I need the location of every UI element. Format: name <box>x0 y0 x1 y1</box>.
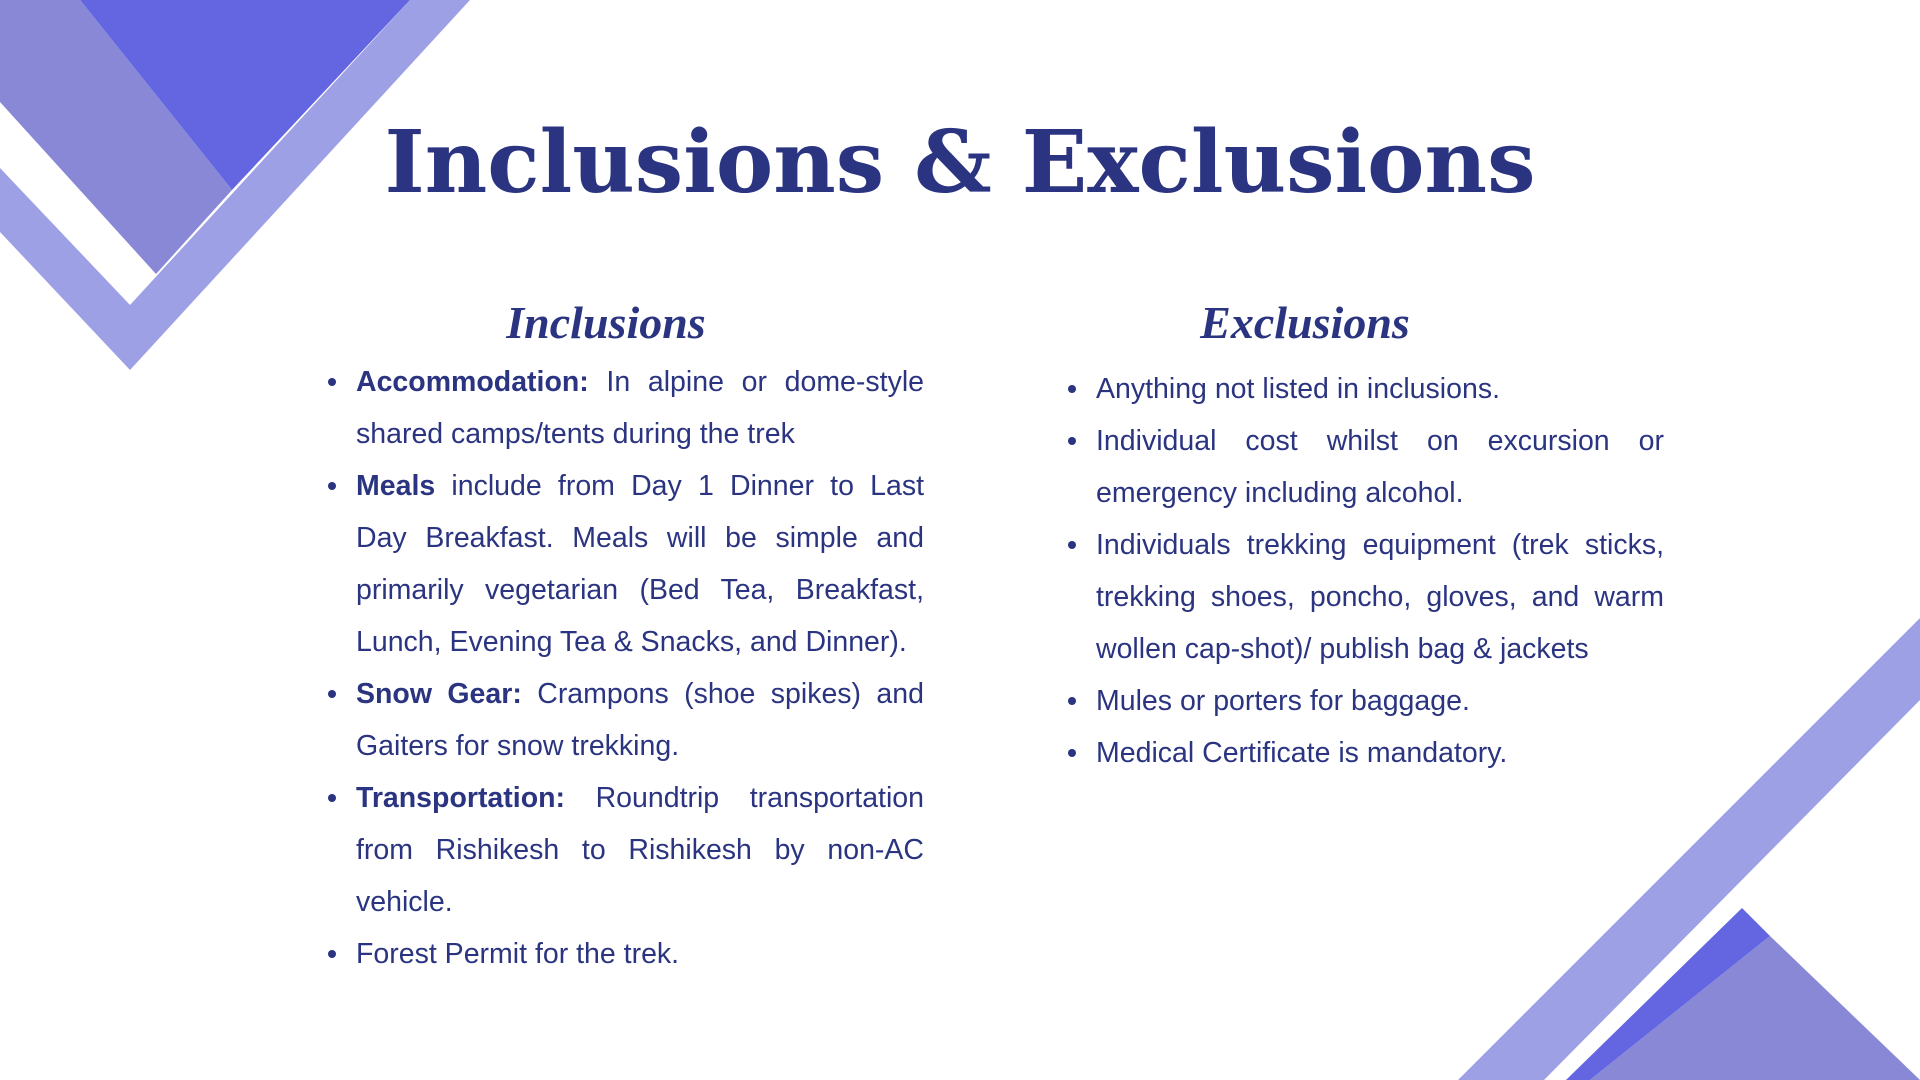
inclusion-item <box>330 460 924 668</box>
inclusion-text: Crampons (shoe spikes) and Gaiters for snow trekking. <box>356 678 924 762</box>
inclusion-label: Accommodation: <box>356 366 589 398</box>
exclusions-heading: Exclusions <box>1200 297 1410 348</box>
inclusion-text: Forest Permit for the trek. <box>356 938 680 970</box>
exclusion-item: Mules or porters for baggage. <box>1070 675 1664 727</box>
exclusions-list <box>1070 363 1664 779</box>
inclusion-label: Meals <box>356 470 436 502</box>
inclusion-text: Roundtrip transportation from Rishikesh to Rishikesh by non-AC vehicle. <box>356 782 924 918</box>
inclusion-item <box>330 356 924 460</box>
inclusion-item <box>330 928 924 980</box>
inclusion-item <box>330 668 924 772</box>
exclusion-item: Medical Certificate is mandatory. <box>1070 727 1664 779</box>
inclusion-text: include from Day 1 Dinner to Last Day Breakfast. Meals will be simple and primarily vegetarian (Bed Tea, Breakfast, Lunch, Evening Tea & Snacks, and Dinner). <box>356 470 924 658</box>
inclusion-item <box>330 772 924 928</box>
exclusion-item: Anything not listed in inclusions. <box>1070 363 1664 415</box>
inclusion-label: Snow Gear: <box>356 678 522 710</box>
inclusion-label: Transportation: <box>356 782 566 814</box>
exclusion-item: Individual cost whilst on excursion or emergency including alcohol. <box>1070 415 1664 519</box>
exclusion-item: Individuals trekking equipment (trek sticks, trekking shoes, poncho, gloves, and warm wollen cap-shot)/ publish bag & jackets <box>1070 519 1664 675</box>
inclusions-heading: Inclusions <box>506 297 706 348</box>
page-title: Inclusions & Exclusions <box>384 112 1536 213</box>
inclusion-text: In alpine or dome-style shared camps/tents during the trek <box>356 366 924 450</box>
inclusions-list <box>330 356 924 980</box>
